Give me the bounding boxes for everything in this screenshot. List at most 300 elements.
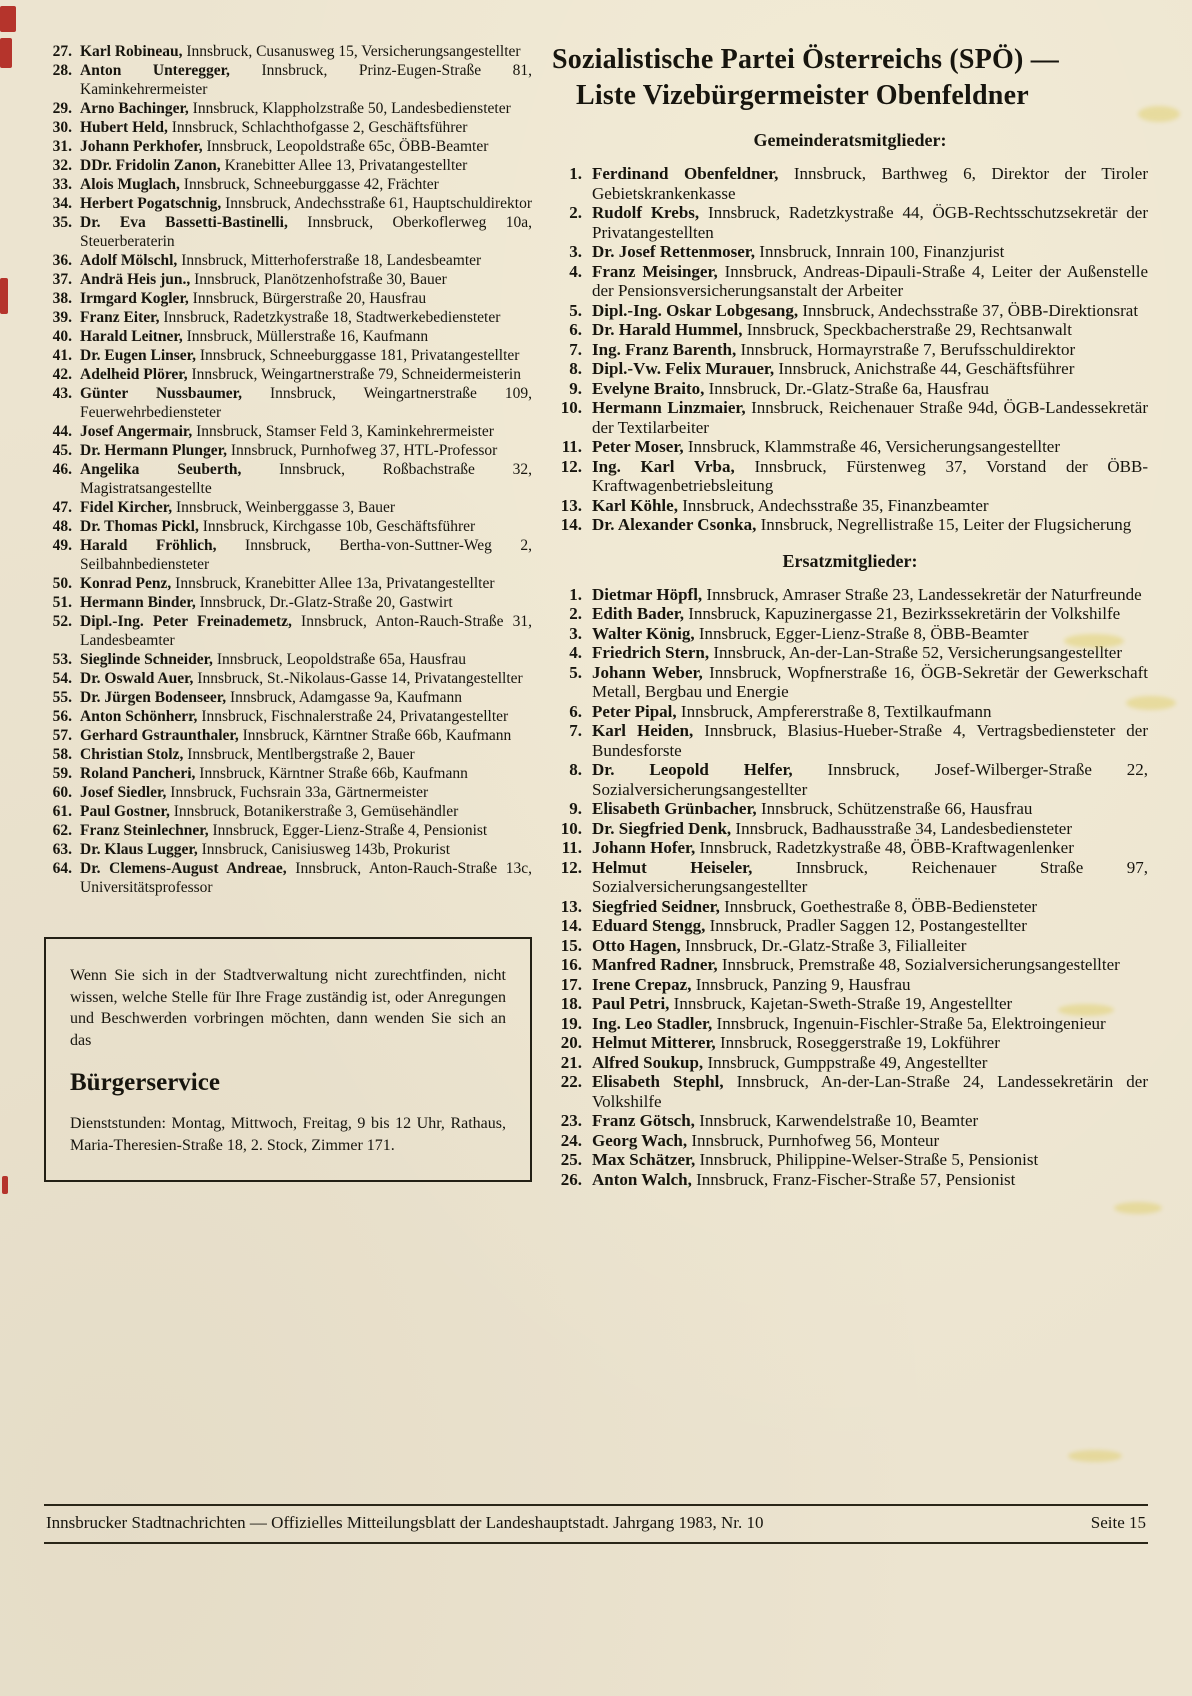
entry-name: Johann Weber,: [592, 662, 703, 682]
entry-number: 2.: [569, 604, 582, 623]
candidate-entry: [44, 669, 532, 688]
entry-name: Dr. Josef Rettenmoser,: [592, 242, 756, 261]
entry-name: Elisabeth Stephl,: [592, 1072, 724, 1091]
entry-number: 41.: [52, 347, 72, 364]
entry-details: Innsbruck, Radetzkystraße 44, ÖGB-Rechtsschutzsekretär der Privatangestellten: [592, 203, 1149, 242]
candidate-entry: [44, 175, 532, 194]
entry-name: Angelika Seuberth,: [80, 461, 242, 478]
entry-name: Ing. Franz Barenth,: [592, 339, 737, 359]
substitute-entry: [552, 721, 1148, 760]
entry-number: 24.: [560, 1130, 582, 1150]
member-entry: [552, 242, 1148, 262]
entry-number: 7.: [569, 721, 582, 740]
entry-name: Dipl.-Vw. Felix Murauer,: [592, 359, 775, 378]
entry-number: 48.: [52, 518, 72, 535]
entry-details: Innsbruck, Goethestraße 8, ÖBB-Bediensteter: [724, 896, 1038, 916]
substitute-entry: [552, 1053, 1148, 1073]
entry-details: Innsbruck, Amraser Straße 23, Landessekretär der Naturfreunde: [706, 584, 1142, 604]
entry-name: Dr. Eva Bassetti-Bastinelli,: [80, 214, 288, 231]
entry-number: 3.: [569, 242, 582, 261]
substitute-entry: [552, 1170, 1148, 1190]
entry-details: Innsbruck, Kirchgasse 10b, Geschäftsführer: [202, 518, 476, 535]
candidate-entry: [44, 213, 532, 251]
entry-number: 6.: [569, 701, 582, 721]
candidate-entry: [44, 118, 532, 137]
entry-name: Helmut Heiseler,: [592, 857, 753, 877]
service-box-intro: Wenn Sie sich in der Stadtverwaltung nicht zurechtfinden, nicht wissen, welche Stelle für Ihre Frage zuständig ist, oder Anregungen und Beschwerden vorbringen möchten, dann wenden Sie sich an das: [70, 967, 506, 1049]
entry-details: Innsbruck, An-der-Lan-Straße 24, Landessekretärin der Volkshilfe: [592, 1072, 1148, 1111]
entry-details: Innsbruck, Philippine-Welser-Straße 5, Pensionist: [699, 1150, 1039, 1169]
entry-details: Innsbruck, Weinberggasse 3, Bauer: [176, 499, 396, 516]
member-entry: [552, 359, 1148, 379]
candidate-entry: [44, 327, 532, 346]
entry-name: Alois Muglach,: [80, 176, 180, 193]
entry-name: Franz Steinlechner,: [80, 822, 209, 839]
entry-details: Innsbruck, Botanikerstraße 3, Gemüsehändler: [173, 803, 459, 820]
entry-number: 49.: [52, 537, 72, 554]
entry-name: Helmut Mitterer,: [592, 1033, 716, 1052]
candidate-list-continued: [44, 42, 532, 897]
entry-name: Karl Heiden,: [592, 721, 694, 740]
substitute-entry: [552, 975, 1148, 995]
entry-details: Innsbruck, Leopoldstraße 65a, Hausfrau: [216, 651, 467, 668]
entry-number: 13.: [560, 495, 582, 515]
entry-number: 17.: [560, 974, 582, 994]
entry-details: Innsbruck, Oberkoflerweg 10a, Steuerberaterin: [80, 214, 533, 250]
entry-number: 5.: [569, 300, 582, 320]
entry-details: Innsbruck, Negrellistraße 15, Leiter der Flugsicherung: [760, 515, 1132, 534]
entry-number: 62.: [52, 822, 72, 839]
entry-name: Adolf Mölschl,: [80, 252, 178, 269]
substitute-entry: [552, 1072, 1148, 1111]
member-entry: [552, 398, 1148, 437]
entry-details: Innsbruck, Adamgasse 9a, Kaufmann: [229, 689, 462, 706]
entry-number: 55.: [52, 689, 72, 706]
candidate-entry: [44, 156, 532, 175]
entry-details: Innsbruck, Reichenauer Straße 97, Sozialversicherungsangestellter: [592, 857, 1148, 896]
section-heading-substitutes: Ersatzmitglieder:: [782, 550, 918, 571]
entry-name: Sieglinde Schneider,: [80, 651, 213, 668]
candidate-entry: [44, 612, 532, 650]
entry-name: Harald Leitner,: [80, 328, 183, 345]
entry-name: Dr. Oswald Auer,: [80, 670, 194, 687]
substitute-entry: [552, 838, 1148, 858]
candidate-entry: [44, 650, 532, 669]
entry-name: Georg Wach,: [592, 1130, 688, 1150]
entry-name: Anton Unteregger,: [80, 62, 230, 79]
candidate-entry: [44, 441, 532, 460]
service-box-hours: Dienststunden: Montag, Mittwoch, Freitag, 9 bis 12 Uhr, Rathaus, Maria-Theresien-Straße 18, 2. Stock, Zimmer 171.: [70, 1115, 506, 1154]
entry-details: Innsbruck, Kajetan-Sweth-Straße 19, Angestellter: [673, 994, 1013, 1013]
substitute-entry: [552, 663, 1148, 702]
entry-number: 2.: [569, 203, 582, 222]
entry-name: Otto Hagen,: [592, 935, 681, 955]
entry-details: Innsbruck, Hormayrstraße 7, Berufsschuldirektor: [740, 339, 1076, 359]
entry-number: 8.: [569, 359, 582, 378]
entry-number: 60.: [52, 784, 72, 801]
entry-details: Innsbruck, Karwendelstraße 10, Beamter: [699, 1111, 979, 1130]
entry-number: 58.: [52, 746, 72, 763]
candidate-entry: [44, 726, 532, 745]
section-heading-members: Gemeinderatsmitglieder:: [753, 130, 947, 150]
entry-name: Hermann Binder,: [80, 594, 196, 611]
member-entry: [552, 496, 1148, 516]
entry-name: Dietmar Höpfl,: [592, 584, 703, 604]
entry-name: Gerhard Gstraunthaler,: [80, 727, 239, 744]
substitute-entry: [552, 799, 1148, 819]
entry-details: Innsbruck, Prinz-Eugen-Straße 81, Kaminkehrermeister: [80, 62, 532, 98]
entry-number: 9.: [569, 799, 582, 818]
highlighter-mark: [1114, 1202, 1162, 1214]
entry-name: Franz Götsch,: [592, 1111, 695, 1130]
entry-name: Josef Siedler,: [80, 784, 167, 801]
entry-number: 51.: [52, 594, 72, 611]
entry-number: 40.: [52, 328, 72, 345]
entry-details: Innsbruck, Blasius-Hueber-Straße 4, Vertragsbediensteter der Bundesforste: [592, 721, 1148, 760]
entry-number: 23.: [560, 1111, 582, 1130]
candidate-entry: [44, 422, 532, 441]
entry-number: 38.: [52, 290, 72, 307]
entry-number: 5.: [569, 662, 582, 682]
entry-details: Innsbruck, Anton-Rauch-Straße 13c, Universitätsprofessor: [80, 860, 533, 896]
substitute-entry: [552, 994, 1148, 1014]
entry-number: 14.: [560, 515, 582, 534]
candidate-entry: [44, 270, 532, 289]
entry-name: Ferdinand Obenfeldner,: [592, 164, 779, 183]
member-entry: [552, 379, 1148, 399]
service-box-title: Bürgerservice: [70, 1069, 220, 1096]
entry-number: 8.: [569, 760, 582, 779]
substitute-entry: [552, 936, 1148, 956]
entry-details: Innsbruck, Gumppstraße 49, Angestellter: [707, 1052, 988, 1072]
entry-name: Dr. Clemens-August Andreae,: [80, 860, 287, 877]
candidate-entry: [44, 251, 532, 270]
entry-name: Dr. Siegfried Denk,: [592, 818, 732, 838]
entry-number: 34.: [52, 195, 72, 212]
member-entry: [552, 262, 1148, 301]
substitute-entry: [552, 1131, 1148, 1151]
candidate-entry: [44, 536, 532, 574]
entry-number: 59.: [52, 765, 72, 782]
entry-number: 1.: [569, 164, 582, 183]
footer-page-number: Seite 15: [1090, 1513, 1146, 1532]
candidate-entry: [44, 498, 532, 517]
candidate-entry: [44, 308, 532, 327]
entry-name: Dr. Leopold Helfer,: [592, 760, 793, 779]
entry-number: 29.: [52, 100, 72, 117]
candidate-entry: [44, 764, 532, 783]
entry-number: 32.: [52, 157, 72, 174]
entry-name: Walter König,: [592, 623, 695, 643]
entry-details: Innsbruck, Roßbachstraße 32, Magistratsangestellte: [80, 461, 532, 497]
entry-details: Innsbruck, Radetzkystraße 18, Stadtwerkebediensteter: [163, 309, 501, 326]
entry-name: Konrad Penz,: [80, 575, 172, 592]
entry-details: Innsbruck, Kranebitter Allee 13a, Privatangestellter: [175, 575, 495, 592]
member-entry: [552, 340, 1148, 360]
entry-name: Dr. Harald Hummel,: [592, 320, 743, 339]
entry-number: 12.: [560, 456, 582, 476]
entry-details: Innsbruck, Schneeburggasse 181, Privatangestellter: [199, 347, 520, 364]
entry-details: Innsbruck, St.-Nikolaus-Gasse 14, Privatangestellter: [197, 670, 523, 687]
entry-details: Innsbruck, Schneeburggasse 42, Frächter: [183, 176, 439, 193]
page-footer: [44, 1504, 1148, 1544]
entry-name: Anton Schönherr,: [80, 708, 198, 725]
entry-name: Harald Fröhlich,: [80, 537, 217, 554]
candidate-entry: [44, 346, 532, 365]
entry-number: 33.: [52, 176, 72, 193]
substitute-entry: [552, 1111, 1148, 1131]
entry-number: 45.: [52, 442, 72, 459]
candidate-entry: [44, 384, 532, 422]
substitute-entry: [552, 955, 1148, 975]
entry-number: 27.: [52, 43, 72, 60]
entry-details: Innsbruck, Fürstenweg 37, Vorstand der ÖBB-Kraftwagenbetriebsleitung: [592, 456, 1149, 495]
entry-name: Alfred Soukup,: [592, 1052, 704, 1072]
candidate-entry: [44, 42, 532, 61]
entry-name: Irene Crepaz,: [592, 974, 692, 994]
entry-name: Franz Eiter,: [80, 309, 160, 326]
entry-details: Innsbruck, Innrain 100, Finanzjurist: [759, 242, 1005, 261]
entry-details: Innsbruck, Cusanusweg 15, Versicherungsangestellter: [186, 43, 521, 60]
substitute-entry: [552, 760, 1148, 799]
entry-name: Dr. Eugen Linser,: [80, 347, 196, 364]
entry-number: 15.: [560, 935, 582, 955]
entry-name: Ing. Leo Stadler,: [592, 1013, 713, 1033]
entry-number: 57.: [52, 727, 72, 744]
entry-number: 26.: [560, 1169, 582, 1189]
entry-details: Innsbruck, Kärntner Straße 66b, Kaufmann: [199, 765, 468, 782]
entry-details: Innsbruck, Müllerstraße 16, Kaufmann: [186, 328, 429, 345]
entry-details: Innsbruck, Egger-Lienz-Straße 4, Pensionist: [212, 822, 488, 839]
left-column: [44, 42, 532, 1189]
right-column: [552, 42, 1148, 1189]
entry-name: Dr. Thomas Pickl,: [80, 518, 199, 535]
entry-number: 30.: [52, 119, 72, 136]
entry-name: Herbert Pogatschnig,: [80, 195, 222, 212]
candidate-entry: [44, 289, 532, 308]
entry-name: Dr. Alexander Csonka,: [592, 515, 757, 534]
entry-details: Innsbruck, Kärntner Straße 66b, Kaufmann: [242, 727, 512, 744]
candidate-entry: [44, 783, 532, 802]
candidate-entry: [44, 460, 532, 498]
entry-name: Johann Perkhofer,: [80, 138, 203, 155]
entry-details: Innsbruck, Weingartnerstraße 79, Schneidermeisterin: [191, 366, 521, 383]
entry-number: 11.: [561, 838, 582, 857]
entry-number: 42.: [52, 366, 72, 383]
highlighter-mark: [1068, 1450, 1122, 1462]
member-entry: [552, 164, 1148, 203]
candidate-entry: [44, 840, 532, 859]
entry-details: Innsbruck, Dr.-Glatz-Straße 20, Gastwirt: [199, 594, 453, 611]
entry-number: 64.: [52, 860, 72, 877]
entry-name: Franz Meisinger,: [592, 261, 718, 281]
entry-name: Johann Hofer,: [592, 838, 696, 857]
entry-details: Innsbruck, Andechsstraße 61, Hauptschuldirektor: [225, 195, 532, 212]
entry-details: Innsbruck, Schlachthofgasse 2, Geschäftsführer: [171, 119, 468, 136]
entry-number: 61.: [52, 803, 72, 820]
entry-name: Josef Angermair,: [80, 423, 193, 440]
entry-details: Innsbruck, Planötzenhofstraße 30, Bauer: [194, 271, 447, 288]
entry-number: 10.: [560, 398, 582, 417]
entry-name: Anton Walch,: [592, 1169, 692, 1189]
entry-number: 43.: [52, 385, 72, 402]
entry-number: 63.: [52, 841, 72, 858]
substitute-entry: [552, 1150, 1148, 1170]
candidate-entry: [44, 688, 532, 707]
entry-number: 53.: [52, 651, 72, 668]
entry-details: Innsbruck, Radetzkystraße 48, ÖBB-Kraftwagenlenker: [699, 838, 1074, 857]
entry-name: Dipl.-Ing. Peter Freinademetz,: [80, 613, 292, 630]
candidate-entry: [44, 99, 532, 118]
substitute-entry: [552, 897, 1148, 917]
entry-name: Hubert Held,: [80, 119, 168, 136]
candidate-entry: [44, 745, 532, 764]
entry-number: 44.: [52, 423, 72, 440]
entry-details: Innsbruck, Barthweg 6, Direktor der Tiroler Gebietskrankenkasse: [592, 164, 1148, 203]
entry-details: Innsbruck, Andreas-Dipauli-Straße 4, Leiter der Außenstelle der Pensionsversicherungsanstalt der Arbeiter: [592, 261, 1148, 300]
entry-number: 4.: [569, 261, 582, 281]
entry-number: 9.: [569, 378, 582, 398]
entry-details: Innsbruck, Dr.-Glatz-Straße 6a, Hausfrau: [708, 378, 990, 398]
entry-number: 19.: [560, 1013, 582, 1033]
entry-number: 1.: [569, 584, 582, 604]
entry-name: Elisabeth Grünbacher,: [592, 799, 757, 818]
entry-name: Hermann Linzmaier,: [592, 398, 746, 417]
substitute-entry: [552, 819, 1148, 839]
substitute-entry: [552, 858, 1148, 897]
entry-name: Dipl.-Ing. Oskar Lobgesang,: [592, 300, 799, 320]
member-entry: [552, 320, 1148, 340]
entry-name: Ing. Karl Vrba,: [592, 456, 735, 476]
entry-name: Dr. Jürgen Bodenseer,: [80, 689, 227, 706]
entry-number: 22.: [560, 1072, 582, 1091]
candidate-entry: [44, 802, 532, 821]
entry-number: 13.: [560, 896, 582, 916]
candidate-entry: [44, 517, 532, 536]
entry-details: Innsbruck, Franz-Fischer-Straße 57, Pensionist: [696, 1169, 1016, 1189]
candidate-entry: [44, 821, 532, 840]
entry-details: Innsbruck, Leopoldstraße 65c, ÖBB-Beamter: [206, 138, 489, 155]
substitute-entry: [552, 1014, 1148, 1034]
entry-details: Innsbruck, Fuchsrain 33a, Gärtnermeister: [170, 784, 429, 801]
entry-details: Innsbruck, Stamser Feld 3, Kaminkehrermeister: [196, 423, 494, 440]
entry-number: 31.: [52, 138, 72, 155]
entry-name: Dr. Hermann Plunger,: [80, 442, 227, 459]
entry-name: Dr. Klaus Lugger,: [80, 841, 198, 858]
entry-number: 46.: [52, 461, 72, 478]
article-title-line1: Sozialistische Partei Österreichs (SPÖ) —: [552, 44, 1059, 75]
entry-details: Innsbruck, Klappholzstraße 50, Landesbediensteter: [192, 100, 511, 117]
entry-name: Andrä Heis jun.,: [80, 271, 191, 288]
member-entry: [552, 457, 1148, 496]
entry-number: 16.: [560, 955, 582, 974]
entry-details: Innsbruck, An-der-Lan-Straße 52, Versicherungsangestellter: [713, 643, 1122, 662]
candidate-entry: [44, 707, 532, 726]
entry-number: 6.: [569, 320, 582, 339]
entry-number: 36.: [52, 252, 72, 269]
substitute-entry: [552, 1033, 1148, 1053]
entry-number: 12.: [560, 857, 582, 877]
entry-details: Innsbruck, Kapuzinergasse 21, Bezirkssekretärin der Volkshilfe: [688, 604, 1121, 623]
entry-number: 10.: [560, 818, 582, 838]
entry-details: Innsbruck, Anton-Rauch-Straße 31, Landesbeamter: [80, 613, 532, 649]
candidate-entry: [44, 574, 532, 593]
entry-name: Fidel Kircher,: [80, 499, 173, 516]
entry-details: Innsbruck, Bürgerstraße 20, Hausfrau: [192, 290, 427, 307]
entry-details: Innsbruck, Ingenuin-Fischler-Straße 5a, Elektroingenieur: [716, 1013, 1106, 1033]
member-entry: [552, 437, 1148, 457]
entry-name: Edith Bader,: [592, 604, 684, 623]
candidate-entry: [44, 137, 532, 156]
entry-details: Innsbruck, Andechsstraße 35, Finanzbeamter: [682, 495, 989, 515]
entry-number: 54.: [52, 670, 72, 687]
entry-details: Innsbruck, Bertha-von-Suttner-Weg 2, Seilbahnbediensteter: [80, 537, 532, 573]
entry-details: Innsbruck, Schützenstraße 66, Hausfrau: [760, 799, 1033, 818]
entry-details: Innsbruck, Premstraße 48, Sozialversicherungsangestellter: [721, 955, 1120, 974]
entry-number: 37.: [52, 271, 72, 288]
entry-details: Innsbruck, Purnhofweg 56, Monteur: [691, 1130, 940, 1150]
entry-details: Innsbruck, Egger-Lienz-Straße 8, ÖBB-Beamter: [698, 623, 1029, 643]
substitutes-list: [552, 585, 1148, 1190]
entry-number: 39.: [52, 309, 72, 326]
entry-details: Innsbruck, Wopfnerstraße 16, ÖGB-Sekretär der Gewerkschaft Metall, Bergbau und Energie: [592, 662, 1149, 701]
entry-name: Evelyne Braito,: [592, 378, 705, 398]
entry-details: Innsbruck, Badhausstraße 34, Landesbediensteter: [735, 818, 1072, 838]
entry-number: 28.: [52, 62, 72, 79]
entry-name: Karl Köhle,: [592, 495, 678, 515]
entry-name: Paul Petri,: [592, 994, 670, 1013]
entry-details: Innsbruck, Speckbacherstraße 29, Rechtsanwalt: [746, 320, 1072, 339]
substitute-entry: [552, 916, 1148, 936]
entry-name: Friedrich Stern,: [592, 643, 710, 662]
entry-name: Paul Gostner,: [80, 803, 170, 820]
entry-details: Innsbruck, Josef-Wilberger-Straße 22, Sozialversicherungsangestellter: [592, 760, 1149, 799]
substitute-entry: [552, 702, 1148, 722]
candidate-entry: [44, 194, 532, 213]
entry-name: Max Schätzer,: [592, 1150, 696, 1169]
substitute-entry: [552, 624, 1148, 644]
entry-number: 25.: [560, 1150, 582, 1169]
entry-name: Manfred Radner,: [592, 955, 718, 974]
substitute-entry: [552, 585, 1148, 605]
entry-name: Christian Stolz,: [80, 746, 184, 763]
substitute-entry: [552, 604, 1148, 624]
candidate-entry: [44, 859, 532, 897]
entry-name: Peter Moser,: [592, 437, 684, 456]
entry-number: 35.: [52, 214, 72, 231]
members-list: [552, 164, 1148, 535]
entry-name: Günter Nussbaumer,: [80, 385, 242, 402]
entry-number: 11.: [561, 437, 582, 456]
entry-details: Innsbruck, Weingartnerstraße 109, Feuerwehrbediensteter: [80, 385, 532, 421]
entry-name: Rudolf Krebs,: [592, 203, 700, 222]
entry-details: Innsbruck, Mitterhoferstraße 18, Landesbeamter: [181, 252, 482, 269]
entry-name: Eduard Stengg,: [592, 916, 706, 935]
entry-number: 18.: [560, 994, 582, 1013]
article-title-line2: Liste Vizebürgermeister Obenfeldner: [576, 80, 1029, 111]
member-entry: [552, 515, 1148, 535]
entry-details: Innsbruck, Roseggerstraße 19, Lokführer: [719, 1033, 1000, 1052]
entry-details: Kranebitter Allee 13, Privatangestellter: [224, 157, 468, 174]
member-entry: [552, 203, 1148, 242]
member-entry: [552, 301, 1148, 321]
entry-details: Innsbruck, Canisiusweg 143b, Prokurist: [201, 841, 451, 858]
entry-details: Innsbruck, Pradler Saggen 12, Postangestellter: [709, 916, 1027, 935]
entry-details: Innsbruck, Panzing 9, Hausfrau: [695, 974, 911, 994]
entry-details: Innsbruck, Mentlbergstraße 2, Bauer: [187, 746, 415, 763]
candidate-entry: [44, 61, 532, 99]
article-title: [552, 42, 1148, 114]
